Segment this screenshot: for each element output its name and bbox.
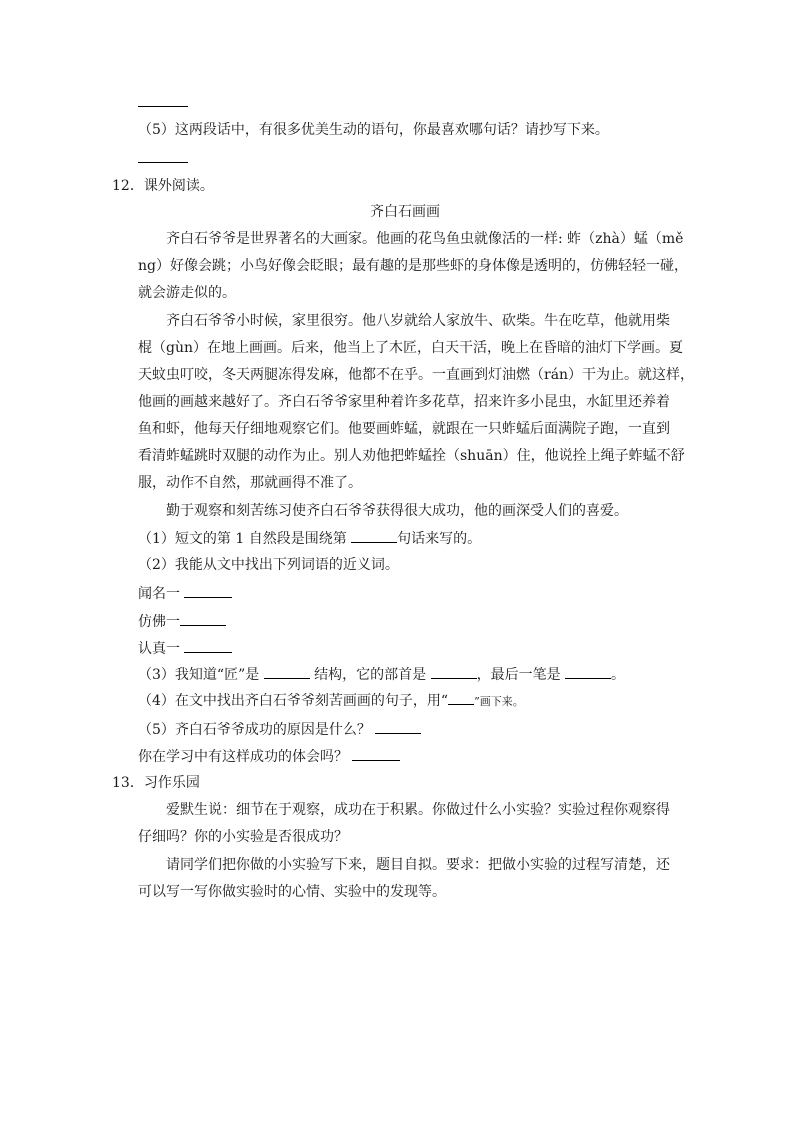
passage-line: 他画的画越来越好了。齐白石爷爷家里种着许多花草，招来许多小昆虫，水缸里还养着 bbox=[138, 394, 670, 410]
synonym-word: 闻名一 bbox=[138, 586, 180, 602]
prompt-line: 请同学们把你做的小实验写下来，题目自拟。要求：把做小实验的过程写清楚，还 bbox=[166, 857, 670, 873]
answer-blank[interactable] bbox=[375, 719, 421, 734]
q12-sub5b-text: 你在学习中有这样成功的体会吗？ bbox=[138, 749, 348, 765]
answer-blank[interactable] bbox=[184, 638, 232, 653]
passage-line: 看清蚱蜢跳时双腿的动作为止。别人劝他把蚱蜢拴（shuān）住，他说拴上绳子蚱蜢不舒 bbox=[138, 448, 685, 464]
q12-sub5-text: （5）齐白石爷爷成功的原因是什么？ bbox=[138, 722, 371, 738]
q12-sub1-text: 句话来写的。 bbox=[397, 531, 482, 547]
answer-blank[interactable] bbox=[184, 583, 232, 598]
q12-sub4 bbox=[138, 691, 524, 712]
prompt-line: 可以写一写你做实验时的心情、实验中的发现等。 bbox=[138, 884, 446, 900]
passage-line: ng）好像会跳；小鸟好像会眨眼；最有趣的是那些虾的身体像是透明的，仿佛轻轻一碰， bbox=[138, 258, 688, 274]
synonym-item bbox=[138, 638, 232, 659]
passage-title: 齐白石画画 bbox=[370, 204, 440, 220]
passage-line: 就会游走似的。 bbox=[138, 285, 236, 301]
q12-sub5b bbox=[138, 746, 400, 767]
q12-sub4-text: （4）在文中找出齐白石爷爷刻苦画画的句子，用“ bbox=[138, 693, 449, 709]
synonym-word: 仿佛一 bbox=[138, 614, 180, 630]
passage-line: 鱼和虾，他每天仔细地观察它们。他要画蚱蜢，就跟在一只蚱蜢后面满院子跑，一直到 bbox=[138, 421, 670, 437]
q12-sub1-text: （1）短文的第 1 自然段是围绕第 bbox=[138, 531, 347, 547]
synonym-word: 认真一 bbox=[138, 641, 180, 657]
q12-heading: 12．课外阅读。 bbox=[112, 178, 214, 194]
q12-sub4-text: ”画下来。 bbox=[474, 695, 524, 708]
prompt-line: 仔细吗？你的小实验是否很成功？ bbox=[138, 829, 348, 845]
answer-blank[interactable] bbox=[180, 611, 226, 626]
prompt-line: 爱默生说：细节在于观察，成功在于积累。你做过什么小实验？实验过程你观察得 bbox=[166, 802, 670, 818]
answer-blank[interactable] bbox=[431, 664, 477, 679]
answer-blank[interactable] bbox=[264, 664, 310, 679]
passage-line: 勤于观察和刻苦练习使齐白石爷爷获得很大成功，他的画深受人们的喜爱。 bbox=[166, 503, 628, 519]
answer-blank[interactable] bbox=[138, 148, 188, 169]
passage-line: 齐白石爷爷小时候，家里很穷。他八岁就给人家放牛、砍柴。牛在吃草，他就用柴 bbox=[166, 313, 670, 329]
q12-sub3-text: （3）我知道“匠”是 bbox=[138, 667, 260, 683]
answer-blank[interactable] bbox=[351, 528, 397, 543]
passage-line: 服，动作不自然，那就画得不准了。 bbox=[138, 475, 362, 491]
q12-sub3-text: ，最后一笔是 bbox=[476, 667, 561, 683]
q12-sub3-text: 。 bbox=[611, 667, 626, 683]
q12-sub2: （2）我能从文中找出下列词语的近义词。 bbox=[138, 557, 399, 573]
q12-sub3 bbox=[138, 664, 625, 685]
q12-sub5 bbox=[138, 719, 421, 740]
answer-blank[interactable] bbox=[565, 664, 611, 679]
answer-blank[interactable] bbox=[138, 92, 188, 113]
passage-line: 天蚊虫叮咬，冬天两腿冻得发麻，他都不在乎。一直画到灯油燃（rán）干为止。就这样， bbox=[138, 367, 695, 383]
q12-sub1 bbox=[138, 528, 481, 549]
answer-blank[interactable] bbox=[448, 692, 474, 705]
q11-sub5: （5）这两段话中，有很多优美生动的语句，你最喜欢哪句话？请抄写下来。 bbox=[138, 122, 609, 138]
q13-heading: 13．习作乐园 bbox=[112, 775, 200, 791]
answer-blank[interactable] bbox=[352, 746, 400, 761]
q12-sub3-text: 结构，它的部首是 bbox=[314, 667, 427, 683]
synonym-item bbox=[138, 611, 226, 632]
passage-line: 棍（gùn）在地上画画。后来，他当上了木匠，白天干活，晚上在昏暗的油灯下学画。夏 bbox=[138, 340, 683, 356]
synonym-item bbox=[138, 583, 232, 604]
passage-line: 齐白石爷爷是世界著名的大画家。他画的花鸟鱼虫就像活的一样: 蚱（zhà）蜢（mě bbox=[166, 231, 684, 247]
